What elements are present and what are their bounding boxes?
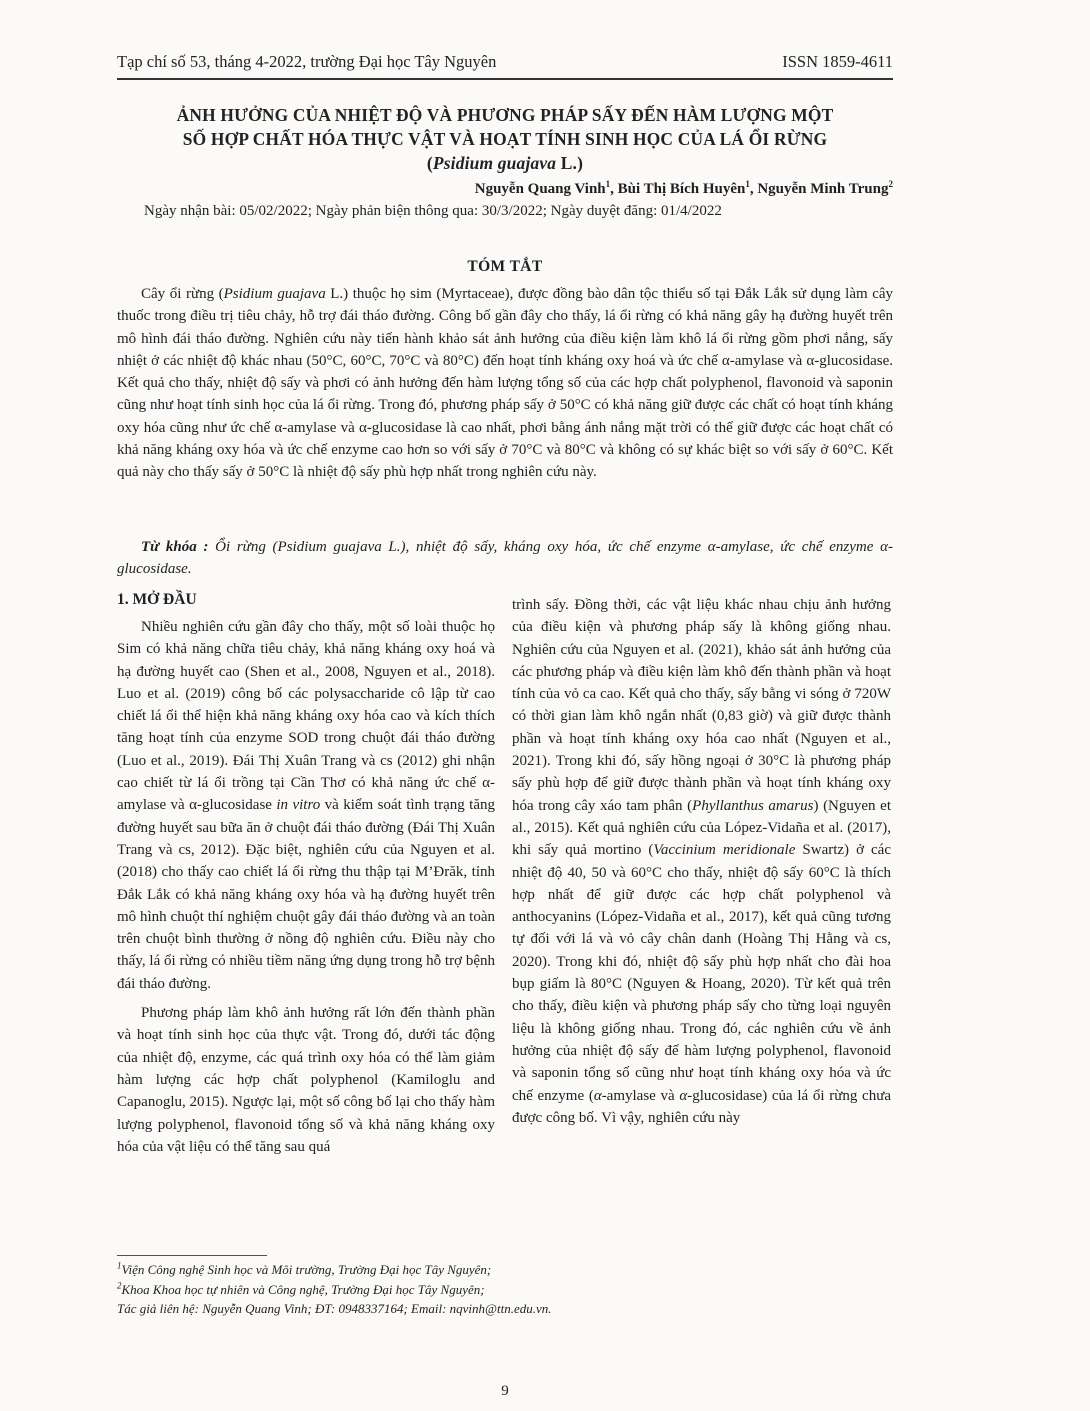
keywords — [117, 536, 893, 581]
journal-issue: Tạp chí số 53, tháng 4-2022, trường Đại học Tây Nguyên — [117, 52, 497, 71]
species-open: ( — [426, 153, 433, 173]
r-part-3: Swartz) ở các nhiệt độ 40, 50 và 60°C cho thấy, nhiệt độ sấy 60°C là thích hợp nhất để giữ được các hợp chất polyphenol và anthocyanins (López-Vidaña et al., 2017), kết quả cũng tương tự đối với lá và vỏ cây chân danh (Hoàng Thị Hằng và cs, 2020). Trong khi đó, nhiệt độ sấy phù hợp nhất cho đài hoa bụp giấm là 80°C (Nguyen & Hoang, 2020). Từ kết quả trên cho thấy, điều kiện và phương pháp sấy cho từng loại nguyên liệu là không giống nhau. Trong đó, các nghiên cứu về ảnh hưởng của nhiệt độ sấy đế hàm lượng polyphenol, flavonoid và saponin tổng số cũng như hoạt tính kháng oxy hóa và ức chế enzyme ( — [512, 842, 891, 1104]
title-species — [110, 151, 900, 175]
species-close: L.) — [556, 153, 584, 173]
issn: ISSN 1859-4611 — [782, 52, 893, 71]
intro-p1-italic: in vitro — [276, 797, 321, 814]
page-number: 9 — [501, 1383, 509, 1399]
footnote-1 — [117, 1260, 893, 1280]
author-list — [475, 181, 893, 198]
submission-dates: Ngày nhận bài: 05/02/2022; Ngày phản biện thông qua: 30/3/2022; Ngày duyệt đăng: 01/4/2022 — [144, 203, 722, 219]
intro-paragraph-2: Phương pháp làm khô ảnh hưởng rất lớn đến thành phần và hoạt tính sinh học của thực vật. Trong đó, dưới tác động của nhiệt độ, enzyme, các quá trình oxy hóa có thể làm giảm hàm lượng các hợp chất polyphenol (Kamiloglu and Capanoglu, 2015). Ngược lại, một số công bố lại cho thấy hàm lượng polyphenol, flavonoid tổng số và khả năng kháng oxy hóa của vật liệu có thể tăng sau quá — [117, 1005, 495, 1155]
header-rule — [117, 78, 893, 80]
abstract-part-2: L.) thuộc họ sim (Myrtaceae), được đồng bào dân tộc thiểu số tại Đắk Lắk sử dụng làm cây thuốc trong điều trị tiêu chảy, hỗ trợ đái tháo đường. Công bố gần đây cho thấy, lá ổi rừng có khả năng gây hạ đường huyết trên mô hình đái tháo đường. Nghiên cứu này tiến hành khảo sát ảnh hưởng của điều kiện làm khô lá ổi rừng gồm phơi nắng, sấy nhiệt ở các nhiệt độ khác nhau (50°C, 60°C, 70°C và 80°C) đến hoạt tính kháng oxy hoá và ức chế α-amylase và α-glucosidase. Kết quả cho thấy, nhiệt độ sấy và phơi có ảnh hưởng đến hàm lượng tổng số của các hợp chất polyphenol, flavonoid và saponin cũng như hoạt tính sinh học của lá ổi rừng. Trong đó, phương pháp sấy ở 50°C có khả năng giữ được các chất có hoạt tính kháng oxy hóa cũng như ức chế α-amylase và α-glucosidase là cao nhất, phơi bằng ánh nắng mặt trời có thể giữ được các hoạt chất có khả năng kháng oxy hóa và ức chế enzyme cao hơn so với sấy ở 70°C và 80°C và không có sự khác biệt so với sấy ở 60°C. Kết quả này cho thấy sấy ở 50°C là nhiệt độ sấy phù hợp nhất trong nghiên cứu này. — [117, 286, 894, 481]
section-heading-intro: 1. MỞ ĐẦU — [117, 591, 197, 608]
footnote-contact: Tác giả liên hệ: Nguyễn Quang Vinh; ĐT: 0948337164; Email: nqvinh@ttn.edu.vn. — [117, 1301, 552, 1316]
r-species-2: Vaccinium meridionale — [653, 842, 796, 859]
r-alpha-2: α — [679, 1087, 688, 1104]
right-column — [512, 594, 891, 1129]
author-1-affil: 1 — [605, 179, 611, 189]
footnotes — [117, 1260, 893, 1319]
intro-paragraph-2-cont — [512, 594, 891, 1129]
abstract-part-1: Cây ổi rừng ( — [141, 286, 224, 302]
left-column — [117, 590, 495, 1158]
footnote-1-mark: 1 — [117, 1260, 122, 1271]
intro-p1-a: Nhiều nghiên cứu gần đây cho thấy, một số loài thuộc họ Sim có khả năng chữa tiêu chảy, khả năng kháng oxy hoá và hạ đường huyết cao (Shen et al., 2008, Nguyen et al., 2018). Luo et al. (2019) công bố các polysaccharide cô lập từ cao chiết lá ổi thể hiện khả năng kháng oxy hóa cao và kích thích tăng hoạt tính của enzyme SOD trong chuột đái tháo đường (Luo et al., 2019). Đái Thị Xuân Trang và cs (2012) ghi nhận cao chiết từ lá ổi trồng tại Cần Thơ có khả năng ức chế α-amylase và α-glucosidase — [117, 619, 495, 814]
author-3-affil: 2 — [888, 179, 893, 189]
title-line-2: SỐ HỢP CHẤT HÓA THỰC VẬT VÀ HOẠT TÍNH SINH HỌC CỦA LÁ ỔI RỪNG — [182, 129, 828, 149]
running-header — [117, 52, 893, 72]
footnote-2 — [117, 1280, 893, 1300]
author-2-affil: 1 — [745, 179, 750, 189]
r-species-1: Phyllanthus amarus — [692, 797, 814, 814]
r-part-2: ) (Nguyen et al., 2015). Kết quả nghiên cứu của López-Vidaña et al. (2017), khi sấy quả mortino ( — [512, 797, 891, 859]
author-3: , Nguyễn Minh Trung — [749, 181, 889, 197]
keywords-label: Từ khóa : — [141, 539, 209, 555]
footnote-2-mark: 2 — [117, 1280, 122, 1291]
author-1: Nguyễn Quang Vinh — [474, 181, 606, 197]
intro-paragraph-1 — [117, 616, 495, 995]
footnote-1-text: Viện Công nghệ Sinh học và Môi trường, Trường Đại học Tây Nguyên; — [121, 1262, 492, 1277]
article-title — [110, 103, 900, 175]
keywords-text: Ổi rừng (Psidium guajava L.), nhiệt độ sấy, kháng oxy hóa, ức chế enzyme α-amylase, ức chế enzyme α-glucosidase. — [117, 539, 893, 578]
r-part-1: trình sấy. Đồng thời, các vật liệu khác nhau chịu ảnh hưởng của điều kiện và phương pháp sấy là không giống nhau. Nghiên cứu của Nguyen et al. (2021), khảo sát ảnh hưởng của các phương pháp và điều kiện làm khô đến thành phần và hoạt tính của vỏ ca cao. Kết quả cho thấy, sấy bằng vi sóng ở 720W có thời gian làm khô ngắn nhất (0,83 giờ) và giữ được thành phần và hoạt tính kháng oxy hóa cao nhất (Nguyen et al., 2021). Trong khi đó, sấy hồng ngoại ở 30°C là phương pháp sấy phù hợp để giữ được thành phần và hoạt tính kháng oxy hóa trong cây xáo tam phân ( — [512, 597, 891, 814]
r-alpha-1: α — [593, 1087, 602, 1104]
abstract-heading: TÓM TẮT — [467, 258, 543, 275]
footnote-2-text: Khoa Khoa học tự nhiên và Công nghệ, Trường Đại học Tây Nguyên; — [121, 1281, 485, 1297]
footnote-rule — [117, 1255, 267, 1256]
title-line-1: ẢNH HƯỞNG CỦA NHIỆT ĐỘ VÀ PHƯƠNG PHÁP SẤY ĐẾN HÀM LƯỢNG MỘT — [176, 105, 834, 125]
r-part-4: -amylase và — [601, 1087, 680, 1104]
author-2: , Bùi Thị Bích Huyên — [610, 181, 746, 197]
r-part-5: -glucosidase) của lá ổi rừng chưa được công bố. Vì vậy, nghiên cứu này — [512, 1087, 891, 1126]
abstract-species: Psidium guajava — [223, 286, 326, 302]
abstract-text — [117, 283, 893, 484]
intro-p1-b: và kiểm soát tình trạng tăng đường huyết sau bữa ăn ở chuột đái tháo đường (Đái Thị Xuân Trang và cs, 2012). Đặc biệt, nghiên cứu của Nguyen et al. (2018) cho thấy cao chiết lá ổi rừng thu thập tại M’Đrăk, tỉnh Đắk Lắk có khả năng kháng oxy hóa và hạ đường huyết trên mô hình chuột thí nghiệm chuột gây đái tháo đường và an toàn trên chuột bình thường ở nồng độ nghiên cứu. Điều này cho thấy, lá ổi rừng có nhiều tiềm năng ứng dụng trong hỗ trợ bệnh đái tháo đường. — [117, 797, 495, 992]
species-name: Psidium guajava — [432, 153, 557, 173]
